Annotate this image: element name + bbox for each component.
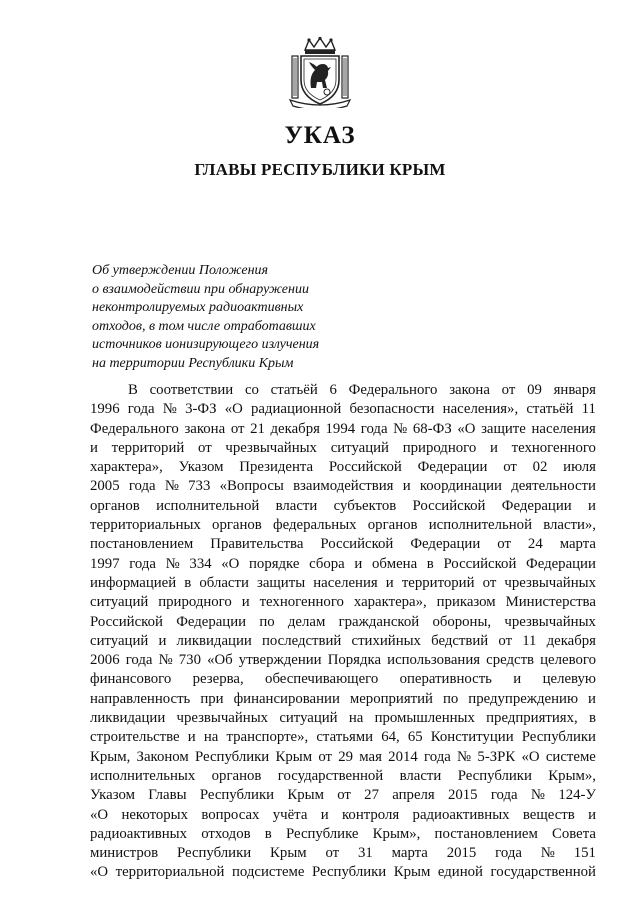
subject-line: о взаимодействии при обнаружении xyxy=(92,281,309,297)
subject-line: на территории Республики Крым xyxy=(92,355,294,371)
body-line: и территорий от чрезвычайных ситуаций природного и техногенного xyxy=(90,439,596,456)
body-line: ситуаций и ликвидации последствий стихийных бедствий от 11 декабря xyxy=(90,632,596,649)
crimea-coat-of-arms-icon xyxy=(287,36,353,108)
subject-line: Об утверждении Положения xyxy=(92,263,269,278)
body-line: характера», Указом Президента Российской Федерации от 02 июля xyxy=(90,459,596,476)
body-line: 1996 года № 3-ФЗ «О радиационной безопасности населения», статьёй 11 xyxy=(90,401,596,418)
body-line: финансового резерва, обеспечивающего оперативность и целевую xyxy=(90,671,596,688)
body-line: 1997 года № 334 «О порядке сбора и обмена в Российской Федерации xyxy=(90,555,596,572)
body-line: Крым, Законом Республики Крым от 29 мая 2014 года № 5-ЗРК «О системе xyxy=(90,748,596,765)
document-subject xyxy=(92,262,392,374)
body-line: «О некоторых вопросах учёта и контроля радиоактивных веществ и xyxy=(90,806,596,823)
document-issuer-title: ГЛАВЫ РЕСПУБЛИКИ КРЫМ xyxy=(194,160,446,179)
body-line: постановлением Правительства Российской Федерации от 24 марта xyxy=(90,536,596,553)
body-line: Указом Главы Республики Крым от 27 апреля 2015 года № 124-У xyxy=(90,787,596,804)
body-line: 2005 года № 733 «Вопросы взаимодействия и координации деятельности xyxy=(90,478,596,495)
body-line: направленность при финансировании мероприятий по предупреждению и xyxy=(90,690,596,707)
body-line: информацией в области защиты населения и территорий от чрезвычайных xyxy=(90,574,596,591)
body-line: министров Республики Крым от 31 марта 2015 года № 151 xyxy=(90,845,596,862)
body-line: территориальных органов федеральных органов исполнительной власти», xyxy=(90,517,596,534)
document-body xyxy=(90,381,596,883)
subject-line: неконтролируемых радиоактивных xyxy=(92,300,304,316)
body-line: 2006 года № 730 «Об утверждении Порядка использования средств целевого xyxy=(90,652,596,669)
body-line: органов исполнительной власти субъектов Российской Федерации и xyxy=(90,497,596,514)
body-line: исполнительных органов государственной власти Республики Крым», xyxy=(90,767,596,784)
body-line: «О территориальной подсистеме Республики Крым единой государственной xyxy=(90,864,596,881)
body-line: радиоактивных отходов в Республике Крым», постановлением Совета xyxy=(90,825,596,842)
subject-line: отходов, в том числе отработавших xyxy=(92,318,316,334)
body-line: Федерального закона от 21 декабря 1994 года № 68-ФЗ «О защите населения xyxy=(90,420,596,437)
body-line: строительстве и на транспорте», статьями 64, 65 Конституции Республики xyxy=(90,729,596,746)
subject-line: источников ионизирующего излучения xyxy=(92,337,320,353)
body-line: ситуаций природного и техногенного характера», приказом Министерства xyxy=(90,594,596,611)
document-type-title: УКАЗ xyxy=(284,122,356,149)
body-line: Российской Федерации по делам гражданской обороны, чрезвычайных xyxy=(90,613,596,630)
body-line: В соответствии со статьёй 6 Федерального закона от 09 января xyxy=(128,382,596,398)
body-line: ликвидации чрезвычайных ситуаций на промышленных предприятиях, в xyxy=(90,710,596,727)
